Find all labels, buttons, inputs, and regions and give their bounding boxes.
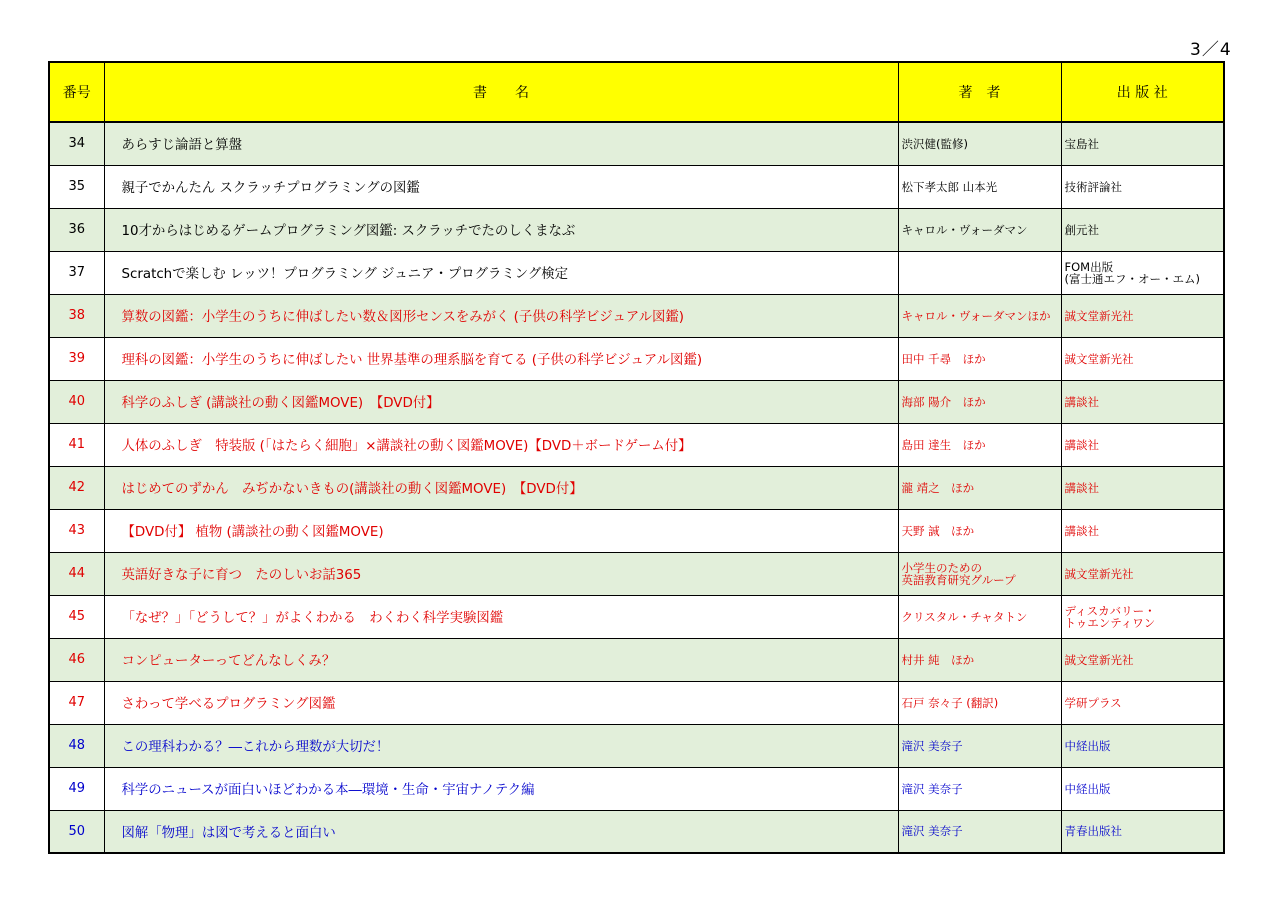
table-row (49, 423, 1224, 466)
table-row (49, 509, 1224, 552)
publisher-line: 中経出版 (1064, 781, 1111, 796)
row-number: 38 (49, 294, 104, 337)
book-title: 科学のニュースが面白いほどわかる本―環境・生命・宇宙ナノテク編 (104, 767, 898, 810)
book-list-table (48, 61, 1225, 854)
book-publisher (1061, 337, 1224, 380)
row-number: 34 (49, 122, 104, 165)
book-title: この理科わかる？―これから理数が大切だ！ (104, 724, 898, 767)
book-publisher (1061, 380, 1224, 423)
author-line: 松下孝太郎 山本光 (901, 179, 998, 194)
book-author (898, 208, 1061, 251)
book-publisher (1061, 466, 1224, 509)
author-line: 海部 陽介 ほか (901, 394, 986, 409)
author-line: キャロル・ヴォーダマンほか (901, 308, 1051, 323)
book-author (898, 251, 1061, 294)
row-number: 43 (49, 509, 104, 552)
author-line: 天野 誠 ほか (901, 523, 975, 538)
author-line: キャロル・ヴォーダマン (901, 222, 1028, 237)
publisher-line: 誠文堂新光社 (1064, 652, 1134, 667)
book-publisher (1061, 208, 1224, 251)
book-title: 10才からはじめるゲームプログラミング図鑑: スクラッチでたのしくまなぶ (104, 208, 898, 251)
book-author (898, 380, 1061, 423)
row-number: 45 (49, 595, 104, 638)
author-line: 英語教育研究グループ (901, 572, 1016, 587)
publisher-line: 誠文堂新光社 (1064, 308, 1134, 323)
publisher-line: トゥエンティワン (1064, 615, 1156, 630)
book-author (898, 165, 1061, 208)
publisher-line: 講談社 (1064, 394, 1099, 409)
book-author (898, 767, 1061, 810)
publisher-line: (富士通エフ・オー・エム) (1064, 271, 1200, 286)
book-author (898, 423, 1061, 466)
book-publisher (1061, 251, 1224, 294)
book-publisher (1061, 509, 1224, 552)
book-title: はじめてのずかん みぢかないきもの(講談社の動く図鑑MOVE) 【DVD付】 (104, 466, 898, 509)
book-publisher (1061, 423, 1224, 466)
book-title: 人体のふしぎ 特装版 (「はたらく細胞」×講談社の動く図鑑MOVE)【DVD＋ボードゲーム付】 (104, 423, 898, 466)
book-publisher (1061, 638, 1224, 681)
book-publisher (1061, 595, 1224, 638)
row-number: 48 (49, 724, 104, 767)
row-number: 49 (49, 767, 104, 810)
publisher-line: 講談社 (1064, 523, 1099, 538)
book-title: 【DVD付】 植物 (講談社の動く図鑑MOVE) (104, 509, 898, 552)
book-title: あらすじ論語と算盤 (104, 122, 898, 165)
book-author (898, 552, 1061, 595)
book-author (898, 294, 1061, 337)
publisher-line: ディスカバリー・ (1064, 603, 1156, 618)
table-row (49, 251, 1224, 294)
book-title: Scratchで楽しむ レッツ！プログラミング ジュニア・プログラミング検定 (104, 251, 898, 294)
row-number: 36 (49, 208, 104, 251)
header-publisher: 出 版 社 (1061, 62, 1224, 122)
table-row (49, 294, 1224, 337)
table-row (49, 724, 1224, 767)
publisher-line: 創元社 (1064, 222, 1099, 237)
book-author (898, 337, 1061, 380)
publisher-line: 宝島社 (1064, 136, 1099, 151)
row-number: 40 (49, 380, 104, 423)
book-title: 図解「物理」は図で考えると面白い (104, 810, 898, 853)
author-line: 石戸 奈々子 (翻訳) (901, 695, 999, 710)
table-row (49, 595, 1224, 638)
header-title: 書 名 (104, 62, 898, 122)
book-author (898, 681, 1061, 724)
book-author (898, 122, 1061, 165)
book-title: 算数の図鑑：小学生のうちに伸ばしたい数＆図形センスをみがく (子供の科学ビジュアル図鑑) (104, 294, 898, 337)
table-row (49, 767, 1224, 810)
table-row (49, 466, 1224, 509)
author-line: 渋沢健(監修) (901, 136, 968, 151)
row-number: 41 (49, 423, 104, 466)
book-publisher (1061, 552, 1224, 595)
book-author (898, 595, 1061, 638)
author-line: 滝沢 美奈子 (901, 781, 963, 796)
table-row (49, 810, 1224, 853)
header-number: 番号 (49, 62, 104, 122)
publisher-line: 学研プラス (1064, 695, 1122, 710)
author-line: 滝沢 美奈子 (901, 824, 963, 839)
book-author (898, 724, 1061, 767)
table-row (49, 552, 1224, 595)
author-line: 小学生のための (901, 560, 982, 575)
header-author: 著 者 (898, 62, 1061, 122)
publisher-line: 技術評論社 (1064, 179, 1122, 194)
publisher-line: FOM出版 (1064, 259, 1114, 274)
publisher-line: 誠文堂新光社 (1064, 351, 1134, 366)
table-body (49, 122, 1224, 853)
table-row (49, 208, 1224, 251)
row-number: 35 (49, 165, 104, 208)
publisher-line: 青春出版社 (1064, 824, 1122, 839)
author-line: 滝沢 美奈子 (901, 738, 963, 753)
table-row (49, 337, 1224, 380)
author-line: クリスタル・チャタトン (901, 609, 1028, 624)
book-title: 科学のふしぎ (講談社の動く図鑑MOVE) 【DVD付】 (104, 380, 898, 423)
table-row (49, 380, 1224, 423)
table-row (49, 165, 1224, 208)
publisher-line: 講談社 (1064, 480, 1099, 495)
author-line: 田中 千尋 ほか (901, 351, 986, 366)
book-title: さわって学べるプログラミング図鑑 (104, 681, 898, 724)
table-row (49, 638, 1224, 681)
author-line: 瀧 靖之 ほか (901, 480, 975, 495)
book-title: 親子でかんたん スクラッチプログラミングの図鑑 (104, 165, 898, 208)
author-line: 島田 達生 ほか (901, 437, 986, 452)
book-title: コンピューターってどんなしくみ？ (104, 638, 898, 681)
book-author (898, 509, 1061, 552)
table-row (49, 122, 1224, 165)
book-publisher (1061, 810, 1224, 853)
book-title: 「なぜ？」「どうして？」がよくわかる わくわく科学実験図鑑 (104, 595, 898, 638)
row-number: 46 (49, 638, 104, 681)
book-publisher (1061, 122, 1224, 165)
row-number: 44 (49, 552, 104, 595)
table-row (49, 681, 1224, 724)
book-publisher (1061, 767, 1224, 810)
book-publisher (1061, 165, 1224, 208)
publisher-line: 講談社 (1064, 437, 1099, 452)
book-publisher (1061, 294, 1224, 337)
row-number: 50 (49, 810, 104, 853)
book-publisher (1061, 724, 1224, 767)
book-title: 英語好きな子に育つ たのしいお話365 (104, 552, 898, 595)
book-publisher (1061, 681, 1224, 724)
book-author (898, 810, 1061, 853)
book-author (898, 466, 1061, 509)
publisher-line: 誠文堂新光社 (1064, 566, 1134, 581)
table-header-row (49, 62, 1224, 122)
book-title: 理科の図鑑：小学生のうちに伸ばしたい 世界基準の理系脳を育てる (子供の科学ビジュアル図鑑) (104, 337, 898, 380)
row-number: 37 (49, 251, 104, 294)
book-author (898, 638, 1061, 681)
page-number: 3／4 (1190, 40, 1232, 60)
row-number: 47 (49, 681, 104, 724)
row-number: 39 (49, 337, 104, 380)
publisher-line: 中経出版 (1064, 738, 1111, 753)
row-number: 42 (49, 466, 104, 509)
author-line: 村井 純 ほか (901, 652, 975, 667)
